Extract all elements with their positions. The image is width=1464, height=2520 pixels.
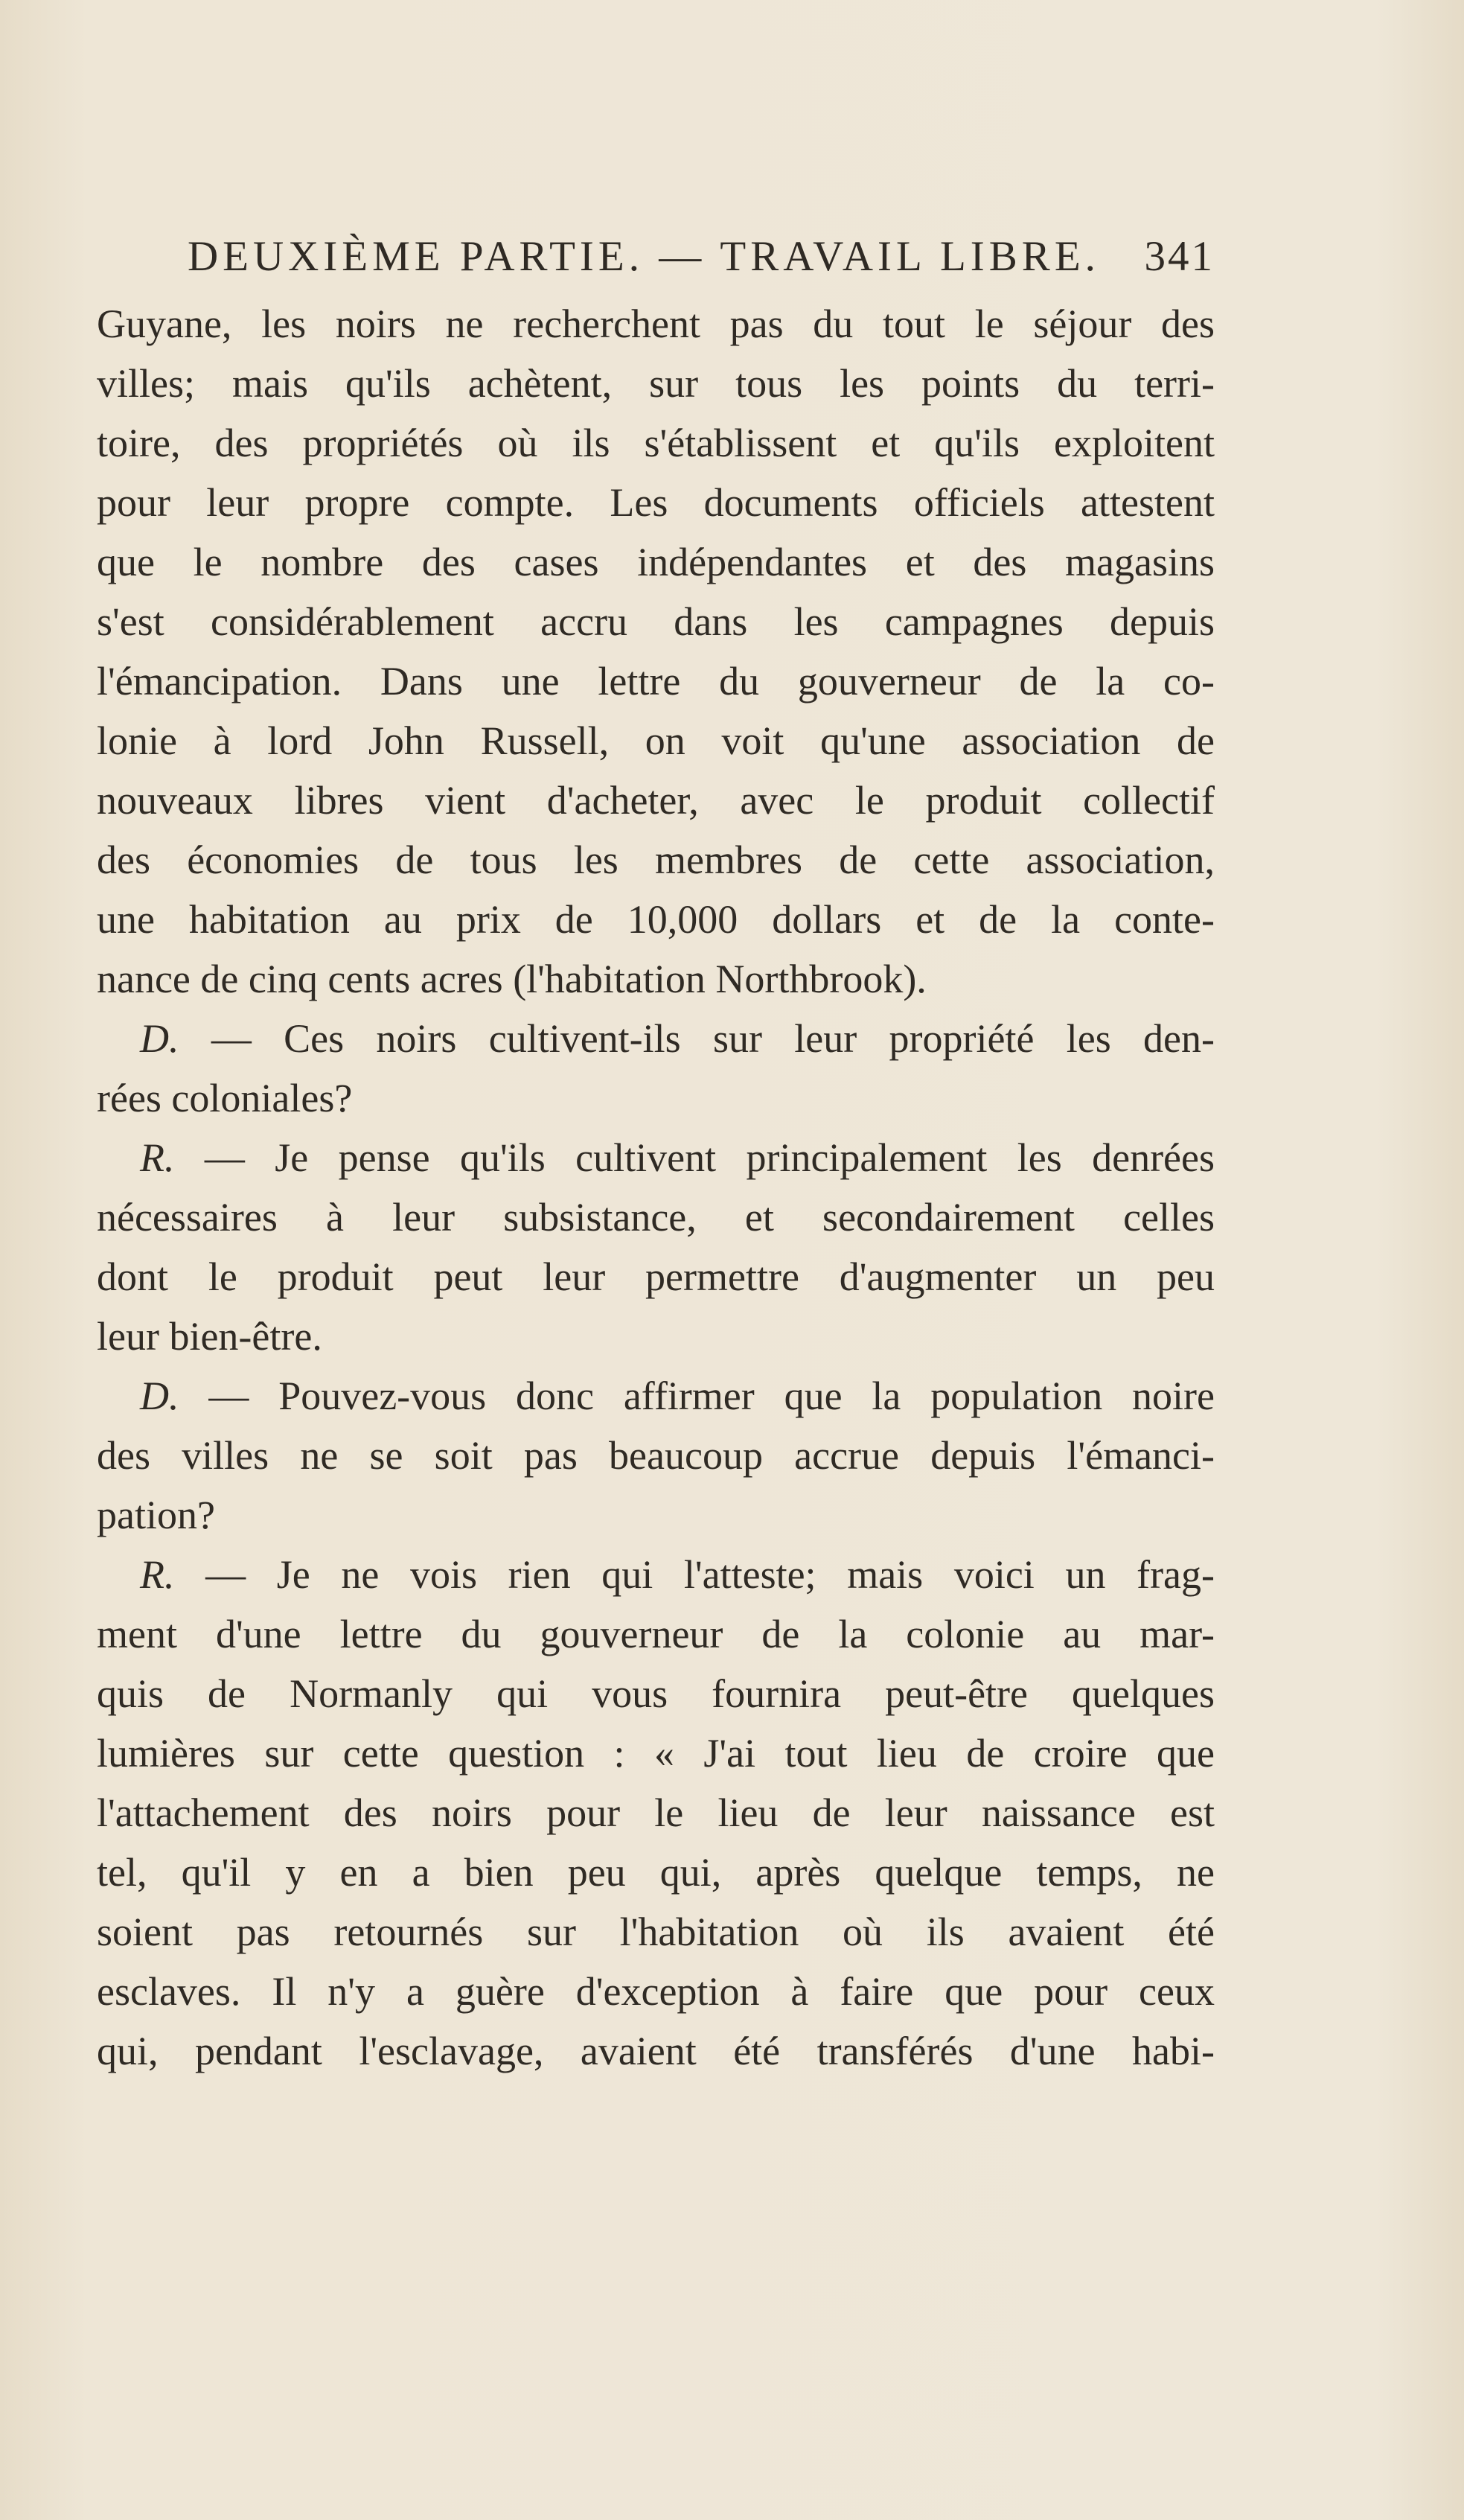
line-text: ment d'une lettre du gouverneur de la colonie au mar- — [97, 1612, 1215, 1656]
text-line — [97, 1128, 1215, 1187]
text-line — [97, 1723, 1215, 1783]
line-text: s'est considérablement accru dans les campagnes depuis — [97, 599, 1215, 644]
line-text: pour leur propre compte. Les documents officiels attestent — [97, 480, 1215, 525]
text-line — [97, 1426, 1215, 1485]
line-text: pation? — [97, 1493, 215, 1537]
text-line — [97, 711, 1215, 771]
line-text: villes; mais qu'ils achètent, sur tous les points du terri- — [97, 361, 1215, 406]
line-text: — Pouvez-vous donc affirmer que la population noire — [208, 1374, 1215, 1418]
text-line — [97, 651, 1215, 711]
line-text: soient pas retournés sur l'habitation où ils avaient été — [97, 1910, 1215, 1954]
text-line — [97, 1545, 1215, 1604]
line-text: lonie à lord John Russell, on voit qu'une association de — [97, 718, 1215, 763]
text-line — [97, 1962, 1215, 2021]
text-line — [97, 354, 1215, 413]
speaker-label: R. — [140, 1552, 175, 1597]
line-text: l'émancipation. Dans une lettre du gouverneur de la co- — [97, 659, 1215, 704]
speaker-label: D. — [140, 1016, 179, 1061]
text-line — [97, 890, 1215, 949]
page-number: 341 — [1144, 233, 1215, 280]
line-text: — Je pense qu'ils cultivent principalement les denrées — [204, 1135, 1215, 1180]
line-text: quis de Normanly qui vous fournira peut-être quelques — [97, 1671, 1215, 1716]
text-line — [97, 473, 1215, 532]
line-text: — Ces noirs cultivent-ils sur leur propriété les den- — [211, 1016, 1215, 1061]
text-line — [97, 1366, 1215, 1426]
line-text: une habitation au prix de 10,000 dollars et de la conte- — [97, 897, 1215, 942]
page-header — [188, 223, 1215, 290]
line-text: tel, qu'il y en a bien peu qui, après quelque temps, ne — [97, 1850, 1215, 1895]
line-text: lumières sur cette question : « J'ai tout lieu de croire que — [97, 1731, 1215, 1776]
body-text — [97, 294, 1215, 2081]
line-text: nouveaux libres vient d'acheter, avec le produit collectif — [97, 778, 1215, 823]
text-line — [97, 413, 1215, 473]
text-line — [97, 2021, 1215, 2081]
line-text: esclaves. Il n'y a guère d'exception à faire que pour ceux — [97, 1969, 1215, 2014]
text-line — [97, 1247, 1215, 1307]
text-line — [97, 1068, 1215, 1128]
line-text: l'attachement des noirs pour le lieu de leur naissance est — [97, 1790, 1215, 1835]
line-text: des économies de tous les membres de cette association, — [97, 838, 1215, 882]
line-text: rées coloniales? — [97, 1076, 353, 1120]
line-text: leur bien-être. — [97, 1314, 322, 1359]
line-text: — Je ne vois rien qui l'atteste; mais voici un frag- — [205, 1552, 1215, 1597]
text-line — [97, 1009, 1215, 1068]
text-line — [97, 949, 1215, 1009]
text-line — [97, 771, 1215, 830]
line-text: Guyane, les noirs ne recherchent pas du tout le séjour des — [97, 302, 1215, 346]
speaker-label: R. — [140, 1135, 175, 1180]
text-line — [97, 1783, 1215, 1843]
text-line — [97, 1604, 1215, 1664]
line-text: nance de cinq cents acres (l'habitation Northbrook). — [97, 957, 927, 1001]
text-line — [97, 1664, 1215, 1723]
line-text: qui, pendant l'esclavage, avaient été transférés d'une habi- — [97, 2029, 1215, 2073]
text-line — [97, 592, 1215, 651]
text-line — [97, 1187, 1215, 1247]
text-line — [97, 1843, 1215, 1902]
line-text: que le nombre des cases indépendantes et des magasins — [97, 540, 1215, 584]
line-text: nécessaires à leur subsistance, et secondairement celles — [97, 1195, 1215, 1240]
text-line — [97, 532, 1215, 592]
running-head: DEUXIÈME PARTIE. — TRAVAIL LIBRE. — [188, 233, 1100, 280]
text-line — [97, 1902, 1215, 1962]
text-line — [97, 294, 1215, 354]
text-line — [97, 1307, 1215, 1366]
text-line — [97, 830, 1215, 890]
speaker-label: D. — [140, 1374, 179, 1418]
line-text: toire, des propriétés où ils s'établissent et qu'ils exploitent — [97, 421, 1215, 465]
line-text: dont le produit peut leur permettre d'augmenter un peu — [97, 1254, 1215, 1299]
text-line — [97, 1485, 1215, 1545]
line-text: des villes ne se soit pas beaucoup accrue depuis l'émanci- — [97, 1433, 1215, 1478]
